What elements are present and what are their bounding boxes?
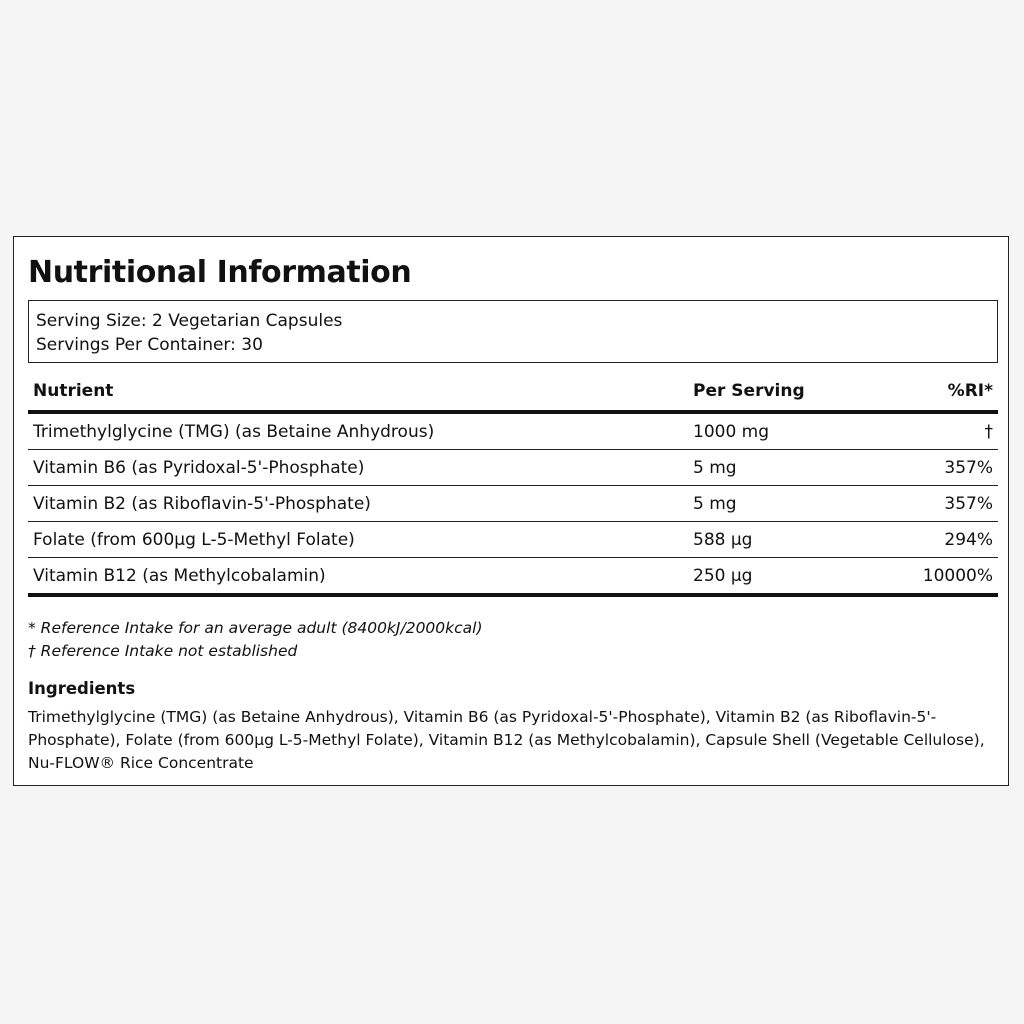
nutrient-per-serving: 5 mg: [693, 457, 737, 478]
footnote-not-established: † Reference Intake not established: [28, 642, 298, 660]
page-title: Nutritional Information: [28, 255, 412, 290]
serving-info-box: [28, 300, 998, 363]
nutrient-per-serving: 5 mg: [693, 493, 737, 514]
column-header-nutrient: Nutrient: [33, 381, 114, 401]
servings-per-container: Servings Per Container: 30: [36, 335, 263, 355]
table-row: [28, 558, 998, 597]
nutrient-per-serving: 588 µg: [693, 529, 753, 550]
table-row: [28, 486, 998, 522]
nutrient-ri: 294%: [944, 529, 993, 550]
table-row: [28, 522, 998, 558]
column-header-per-serving: Per Serving: [693, 381, 805, 401]
nutrient-name: Trimethylglycine (TMG) (as Betaine Anhydrous): [33, 421, 435, 442]
footnote-reference-intake: * Reference Intake for an average adult (8400kJ/2000kcal): [28, 619, 483, 637]
nutrient-table: [28, 372, 998, 597]
table-row: [28, 414, 998, 450]
ingredients-heading: Ingredients: [28, 679, 136, 698]
nutrient-name: Vitamin B2 (as Riboflavin-5'-Phosphate): [33, 493, 371, 514]
nutrient-ri: †: [984, 421, 993, 442]
nutrient-ri: 357%: [944, 493, 993, 514]
nutrient-name: Vitamin B6 (as Pyridoxal-5'-Phosphate): [33, 457, 365, 478]
nutrient-name: Folate (from 600µg L-5-Methyl Folate): [33, 529, 355, 550]
ingredients-text: Trimethylglycine (TMG) (as Betaine Anhydrous), Vitamin B6 (as Pyridoxal-5'-Phosphate), Vitamin B2 (as Riboflavin-5'-Phosphate), Folate (from 600µg L-5-Methyl Folate), Vitamin B12 (as Methylcobalamin), Capsule Shell (Vegetable Cellulose), Nu-FLOW® Rice Concentrate: [28, 708, 985, 772]
table-header-row: [28, 372, 998, 414]
table-row: [28, 450, 998, 486]
nutrient-name: Vitamin B12 (as Methylcobalamin): [33, 565, 326, 586]
column-header-ri: %RI*: [947, 381, 993, 401]
nutrient-per-serving: 1000 mg: [693, 421, 770, 442]
nutrition-panel: [13, 236, 1009, 786]
nutrient-ri: 10000%: [922, 565, 993, 586]
serving-size: Serving Size: 2 Vegetarian Capsules: [36, 311, 343, 331]
footnotes: [28, 617, 483, 663]
nutrient-per-serving: 250 µg: [693, 565, 753, 586]
nutrient-ri: 357%: [944, 457, 993, 478]
